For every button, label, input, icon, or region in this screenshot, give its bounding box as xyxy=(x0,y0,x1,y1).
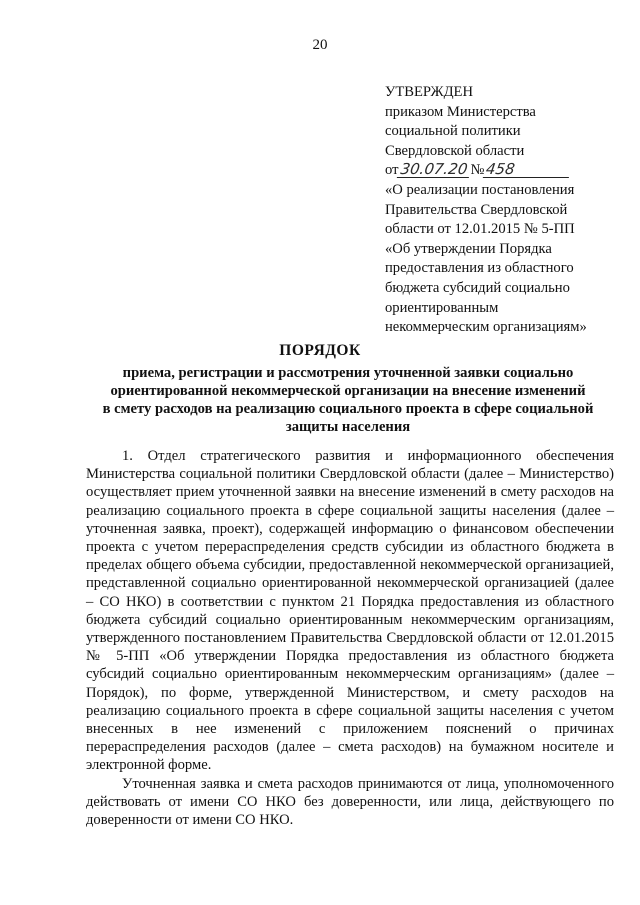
document-body xyxy=(86,447,614,829)
approval-quote-line: ориентированным xyxy=(385,299,499,316)
approval-quote-line: области от 12.01.2015 № 5-ПП xyxy=(385,221,575,238)
subtitle-line: приема, регистрации и рассмотрения уточненной заявки социально xyxy=(122,365,574,381)
approval-order-line-3: Свердловской области xyxy=(385,142,525,159)
approval-order-line-1: приказом Министерства xyxy=(385,103,536,120)
approval-order-line-2: социальной политики xyxy=(385,123,521,140)
body-paragraph: 1. Отдел стратегического развития и информационного обеспечения Министерства социальной политики Свердловской области (далее – Министерство) осуществляет прием уточненной заявки на внесение изменений в смету расходов на реализацию социального проекта в сфере социальной защиты населения (далее – уточненная заявка, проект), содержащей информацию о финансовом обеспечении проекта с учетом перераспределения средств субсидии из областного бюджета в пределах общего объема субсидии, предоставленной некоммерческой организацией, представленной социально ориентированной некоммерческой организацией (далее – СО НКО) в соответствии с пунктом 21 Порядка предоставления из областного бюджета субсидий социально ориентированным некоммерческим организациям, утвержденного постановлением Правительства Свердловской области от 12.01.2015 № 5-ПП «Об утверждении Порядка предоставления из областного бюджета субсидий социально ориентированным некоммерческим организациям» (далее – Порядок), по форме, утвержденной Министерством, и смету расходов на реализацию социального проекта в сфере социальной защиты населения с учетом внесенных в нее изменений с приложением пояснений о причинах перераспределения расходов (далее – смета расходов) на бумажном носителе и электронной форме. xyxy=(86,448,614,774)
approval-quote-line: «О реализации постановления xyxy=(385,181,575,198)
approval-quote-line: некоммерческим организациям» xyxy=(385,319,587,336)
subtitle-line: ориентированной некоммерческой организации на внесение изменений xyxy=(110,383,586,399)
from-label: от xyxy=(385,162,399,179)
number-label: № xyxy=(470,162,485,179)
approval-stamp-block xyxy=(385,83,630,338)
approval-quote-line: бюджета субсидий социально xyxy=(385,279,570,296)
document-subtitle xyxy=(88,364,608,436)
approval-quote-line: «Об утверждении Порядка xyxy=(385,240,552,257)
body-paragraph: Уточненная заявка и смета расходов принимаются от лица, уполномоченного действовать от имени СО НКО без доверенности, или лица, действующего по доверенности от имени СО НКО. xyxy=(86,775,614,829)
approval-quote-line: предоставления из областного xyxy=(385,260,574,277)
subtitle-line: в смету расходов на реализацию социального проекта в сфере социальной xyxy=(102,401,594,417)
approval-date-number-line xyxy=(385,161,630,181)
approval-heading: УТВЕРЖДЕН xyxy=(385,84,473,100)
document-title: ПОРЯДОК xyxy=(279,342,361,359)
approval-quote-line: Правительства Свердловской xyxy=(385,201,568,218)
subtitle-line: защиты населения xyxy=(285,419,411,435)
handwritten-date: 30.07.20 xyxy=(397,161,471,178)
handwritten-number: 458 xyxy=(483,161,571,178)
page-number: 20 xyxy=(312,37,328,53)
